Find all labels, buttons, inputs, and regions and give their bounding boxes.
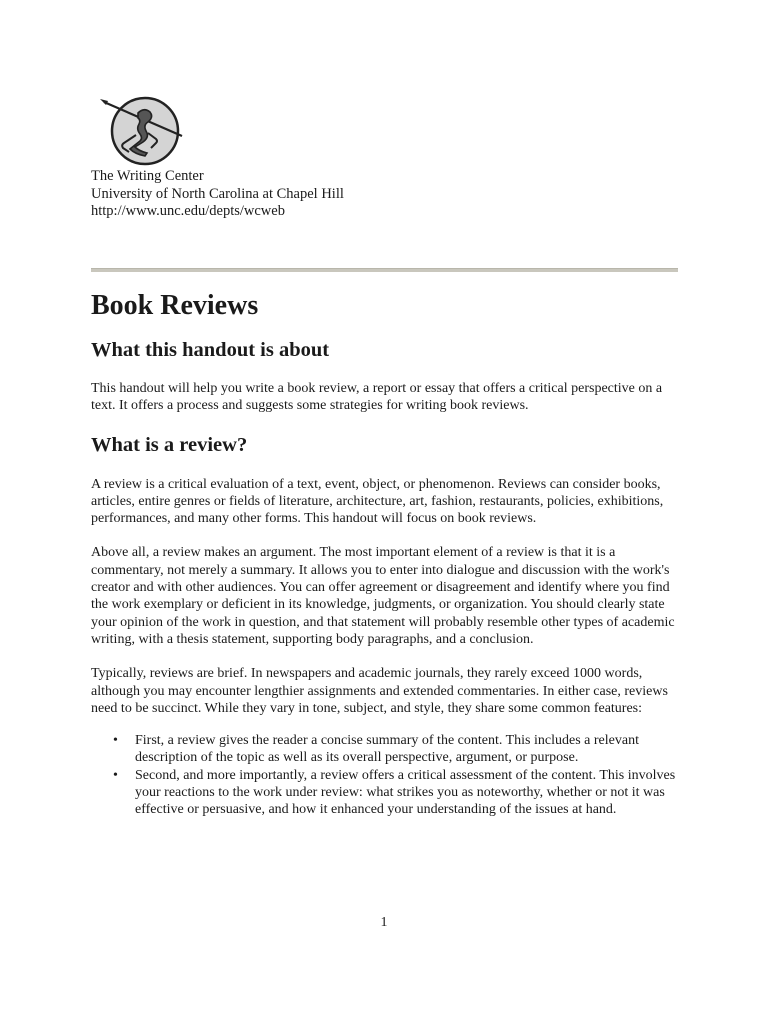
list-item-text: First, a review gives the reader a concise summary of the content. This includes a relevant description of the topic as well as its overall perspective, argument, or purpose. [135, 733, 639, 766]
document-body [91, 288, 681, 819]
page-number: 1 [380, 915, 388, 930]
university-name: University of North Carolina at Chapel Hill [91, 185, 344, 202]
bullet-icon: • [113, 767, 118, 783]
list-item [113, 732, 681, 767]
section-heading: What this handout is about [91, 339, 330, 361]
document-title: Book Reviews [91, 290, 259, 321]
paragraph: Typically, reviews are brief. In newspapers and academic journals, they rarely exceed 1000 words, although you may encounter lengthier assignments and extended commentaries. In either case, reviews need to be succinct. While they vary in tone, subject, and style, they share some common features: [91, 666, 668, 716]
paragraph: This handout will help you write a book review, a report or essay that offers a critical perspective on a text. It offers a process and suggests some strategies for writing book reviews. [91, 381, 663, 414]
paragraph: Above all, a review makes an argument. The most important element of a review is that it is a commentary, not merely a summary. It allows you to enter into dialogue and discussion with the work's creator and with other audiences. You can offer agreement or disagreement and identify where you find the work exemplary or deficient in its knowledge, judgments, or organization. You should clearly state your opinion of the work in question, and that statement will probably resemble other types of academic writing, with a thesis statement, supporting body paragraphs, and a conclusion. [91, 545, 675, 647]
paragraph: A review is a critical evaluation of a text, event, object, or phenomenon. Reviews can consider books, articles, entire genres or fields of literature, architecture, art, fashion, restaurants, policies, exhibitions, performances, and many other forms. This handout will focus on book reviews. [91, 476, 664, 527]
section-heading: What is a review? [91, 433, 248, 456]
website-url: http://www.unc.edu/depts/wcweb [91, 203, 285, 219]
bullet-list [91, 732, 681, 818]
organization-header [91, 168, 344, 221]
list-item [113, 767, 681, 819]
writing-center-logo-icon [98, 93, 188, 168]
bullet-icon: • [113, 733, 118, 749]
org-name: The Writing Center [91, 168, 204, 184]
horizontal-divider [91, 268, 678, 272]
list-item-text: Second, and more importantly, a review offers a critical assessment of the content. This involves your reactions to the work under review: what strikes you as noteworthy, whether or not it was effective or persuasive, and how it enhanced your understanding of the issues at hand. [135, 767, 676, 818]
